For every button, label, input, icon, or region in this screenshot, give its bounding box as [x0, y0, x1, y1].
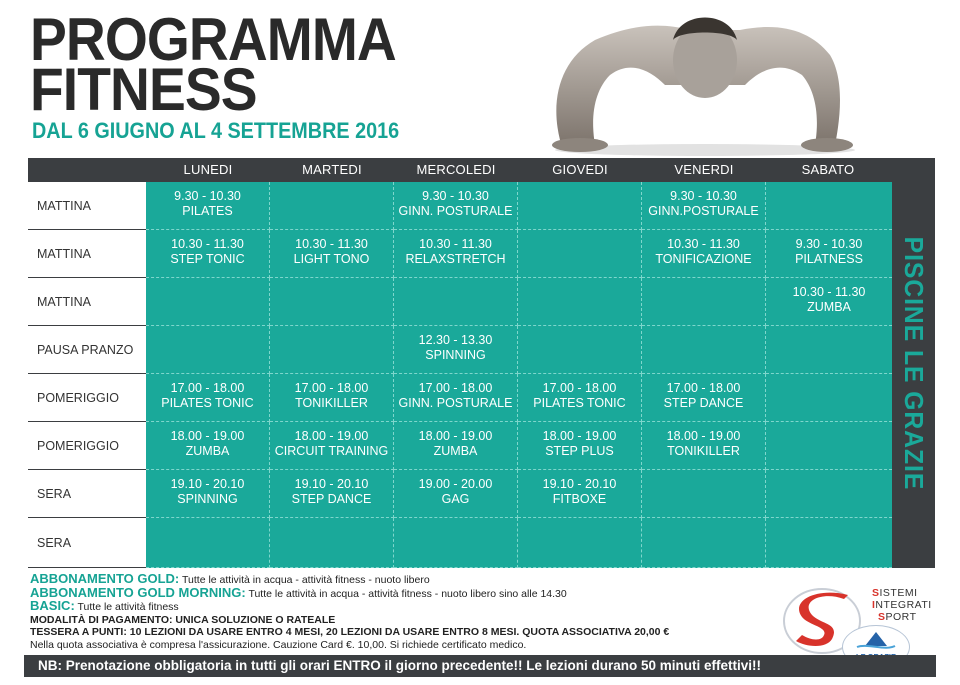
class-time: 10.30 - 11.30	[171, 237, 244, 251]
logo-word: NTEGRATI	[875, 599, 932, 611]
basic-label: BASIC:	[30, 598, 75, 613]
class-activity: PILATNESS	[795, 252, 863, 266]
class-time: 9.30 - 10.30	[422, 189, 489, 203]
class-activity: ZUMBA	[433, 444, 478, 458]
basic-text: Tutte le attività fitness	[77, 601, 179, 613]
class-activity: GINN. POSTURALE	[398, 396, 513, 410]
class-time: 10.30 - 11.30	[792, 285, 866, 299]
schedule-cell	[270, 374, 394, 422]
slot-label: PAUSA PRANZO	[28, 326, 146, 374]
payment-line: MODALITÀ DI PAGAMENTO: UNICA SOLUZIONE O RATEALE	[30, 613, 336, 626]
schedule-cell	[394, 182, 518, 230]
class-time: 17.00 - 18.00	[542, 381, 617, 395]
booking-notice: NB: Prenotazione obbligatoria in tutti gli orari ENTRO il giorno precedente!! Le lezioni durano 50 minuti effettivi!!	[24, 655, 936, 677]
schedule-cell	[394, 422, 518, 470]
slot-label: MATTINA	[28, 182, 146, 230]
side-banner	[892, 158, 935, 568]
slot-label: MATTINA	[28, 278, 146, 326]
schedule-cell	[518, 374, 642, 422]
schedule-cell	[642, 422, 766, 470]
class-time: 19.10 - 20.10	[170, 477, 245, 491]
schedule-cell	[394, 326, 518, 374]
class-time: 18.00 - 19.00	[666, 429, 741, 443]
schedule-cell	[270, 230, 394, 278]
schedule-cell	[146, 278, 270, 326]
class-activity: STEP PLUS	[545, 444, 614, 458]
class-time: 17.00 - 18.00	[294, 381, 369, 395]
day-header: MERCOLEDI	[416, 162, 496, 177]
schedule-cell	[766, 278, 892, 326]
logo-word: ISTEMI	[879, 587, 918, 599]
day-header: SABATO	[801, 162, 855, 177]
class-time: 10.30 - 11.30	[667, 237, 740, 251]
title-line-2: FITNESS	[30, 56, 257, 123]
day-header: VENERDI	[674, 162, 734, 177]
class-activity: SPINNING	[425, 348, 486, 362]
subscription-info	[30, 573, 770, 651]
class-time: 18.00 - 19.00	[542, 429, 617, 443]
slot-label: MATTINA	[28, 230, 146, 278]
schedule-cell	[146, 374, 270, 422]
class-activity: PILATES TONIC	[161, 396, 254, 410]
schedule-cell	[270, 278, 394, 326]
class-time: 17.00 - 18.00	[418, 381, 493, 395]
gold-morning-label: ABBONAMENTO GOLD MORNING:	[30, 584, 246, 600]
schedule-cell	[270, 326, 394, 374]
class-activity: RELAXSTRETCH	[405, 252, 506, 266]
schedule-cell	[146, 326, 270, 374]
class-time: 18.00 - 19.00	[294, 429, 369, 443]
class-time: 9.30 - 10.30	[670, 189, 737, 203]
schedule-cell	[146, 182, 270, 230]
logo-cap: I	[872, 599, 876, 611]
class-activity: TONIKILLER	[667, 444, 740, 458]
schedule-cell	[642, 278, 766, 326]
time-slot-column	[28, 182, 146, 568]
schedule-cell	[518, 182, 642, 230]
pushup-athlete-image	[540, 0, 870, 158]
schedule-cell	[766, 374, 892, 422]
schedule-grid	[146, 182, 892, 568]
class-activity: GINN.POSTURALE	[648, 204, 759, 218]
day-header-row	[146, 158, 892, 182]
schedule-cell	[766, 422, 892, 470]
gold-morning-text: Tutte le attività in acqua - attività fitness - nuoto libero sino alle 14.30	[248, 587, 567, 600]
schedule-cell	[766, 182, 892, 230]
schedule-cell	[642, 326, 766, 374]
schedule-cell	[394, 374, 518, 422]
slot-label: POMERIGGIO	[28, 422, 146, 470]
class-activity: STEP TONIC	[170, 252, 245, 266]
logo-word: PORT	[885, 611, 917, 623]
class-activity: PILATES	[182, 204, 233, 218]
schedule-cell	[146, 518, 270, 568]
info-line	[30, 600, 770, 614]
date-range: DAL 6 GIUGNO AL 4 SETTEMBRE 2016	[32, 118, 400, 143]
side-label: PISCINE LE GRAZIE	[899, 236, 929, 490]
slot-label: SERA	[28, 518, 146, 568]
class-time: 18.00 - 19.00	[418, 429, 493, 443]
schedule-cell	[518, 326, 642, 374]
schedule-cell	[766, 326, 892, 374]
class-time: 12.30 - 13.30	[418, 333, 493, 347]
class-time: 19.10 - 20.10	[542, 477, 617, 491]
class-activity: GINN. POSTURALE	[398, 204, 513, 218]
gold-label: ABBONAMENTO GOLD:	[30, 571, 180, 586]
class-activity: TONIFICAZIONE	[655, 252, 752, 266]
schedule-cell	[270, 470, 394, 518]
schedule-cell	[270, 182, 394, 230]
class-activity: TONIKILLER	[295, 396, 368, 410]
class-time: 9.30 - 10.30	[795, 237, 863, 251]
class-time: 19.00 - 20.00	[418, 477, 493, 491]
class-time: 18.00 - 19.00	[170, 429, 245, 443]
gold-text: Tutte le attività in acqua - attività fitness - nuoto libero	[182, 574, 430, 586]
class-activity: ZUMBA	[807, 300, 851, 314]
class-time: 17.00 - 18.00	[170, 381, 245, 395]
schedule-cell	[518, 470, 642, 518]
logo-cap: S	[878, 611, 886, 623]
wave-icon	[843, 626, 909, 652]
schedule-cell	[394, 278, 518, 326]
schedule-cell	[394, 470, 518, 518]
schedule-cell	[766, 470, 892, 518]
class-activity: STEP DANCE	[291, 492, 372, 506]
schedule-cell	[394, 230, 518, 278]
schedule-cell	[766, 230, 892, 278]
schedule-cell	[642, 230, 766, 278]
class-activity: STEP DANCE	[663, 396, 744, 410]
class-activity: LIGHT TONO	[293, 252, 370, 266]
schedule-cell	[270, 422, 394, 470]
schedule-cell	[642, 470, 766, 518]
logo-cap: S	[872, 587, 880, 599]
class-activity: SPINNING	[177, 492, 238, 506]
schedule-cell	[270, 518, 394, 568]
class-time: 17.00 - 18.00	[666, 381, 741, 395]
schedule-cell	[766, 518, 892, 568]
class-time: 9.30 - 10.30	[174, 189, 241, 203]
day-header: MARTEDI	[302, 162, 362, 177]
class-activity: CIRCUIT TRAINING	[274, 444, 389, 458]
schedule-cell	[394, 518, 518, 568]
schedule-cell	[642, 518, 766, 568]
schedule-cell	[518, 422, 642, 470]
slot-label: SERA	[28, 470, 146, 518]
class-activity: PILATES TONIC	[533, 396, 626, 410]
schedule-cell	[518, 278, 642, 326]
schedule-table	[28, 158, 935, 568]
schedule-cell	[642, 374, 766, 422]
class-time: 10.30 - 11.30	[419, 237, 492, 251]
class-activity: ZUMBA	[185, 444, 230, 458]
day-header: GIOVEDI	[552, 162, 608, 177]
title-line-1: PROGRAMMA	[30, 6, 396, 73]
info-line	[30, 584, 770, 601]
schedule-cell	[518, 230, 642, 278]
class-time: 19.10 - 20.10	[294, 477, 369, 491]
schedule-cell	[146, 470, 270, 518]
schedule-cell	[146, 422, 270, 470]
class-activity: GAG	[441, 492, 470, 506]
card-line: TESSERA A PUNTI: 10 LEZIONI DA USARE ENTRO 4 MESI, 20 LEZIONI DA USARE ENTRO 8 MESI. QUOTA ASSOCIATIVA 20,00 €	[30, 626, 670, 638]
schedule-cell	[146, 230, 270, 278]
class-time: 10.30 - 11.30	[295, 237, 368, 251]
note-line: Nella quota associativa è compresa l'assicurazione. Cauzione Card €. 10,00. Si richiede certificato medico.	[30, 638, 527, 651]
schedule-cell	[642, 182, 766, 230]
day-header: LUNEDI	[183, 162, 233, 177]
schedule-cell	[518, 518, 642, 568]
logo-text	[872, 587, 932, 623]
class-activity: FITBOXE	[552, 492, 607, 506]
slot-label: POMERIGGIO	[28, 374, 146, 422]
header	[0, 0, 960, 158]
